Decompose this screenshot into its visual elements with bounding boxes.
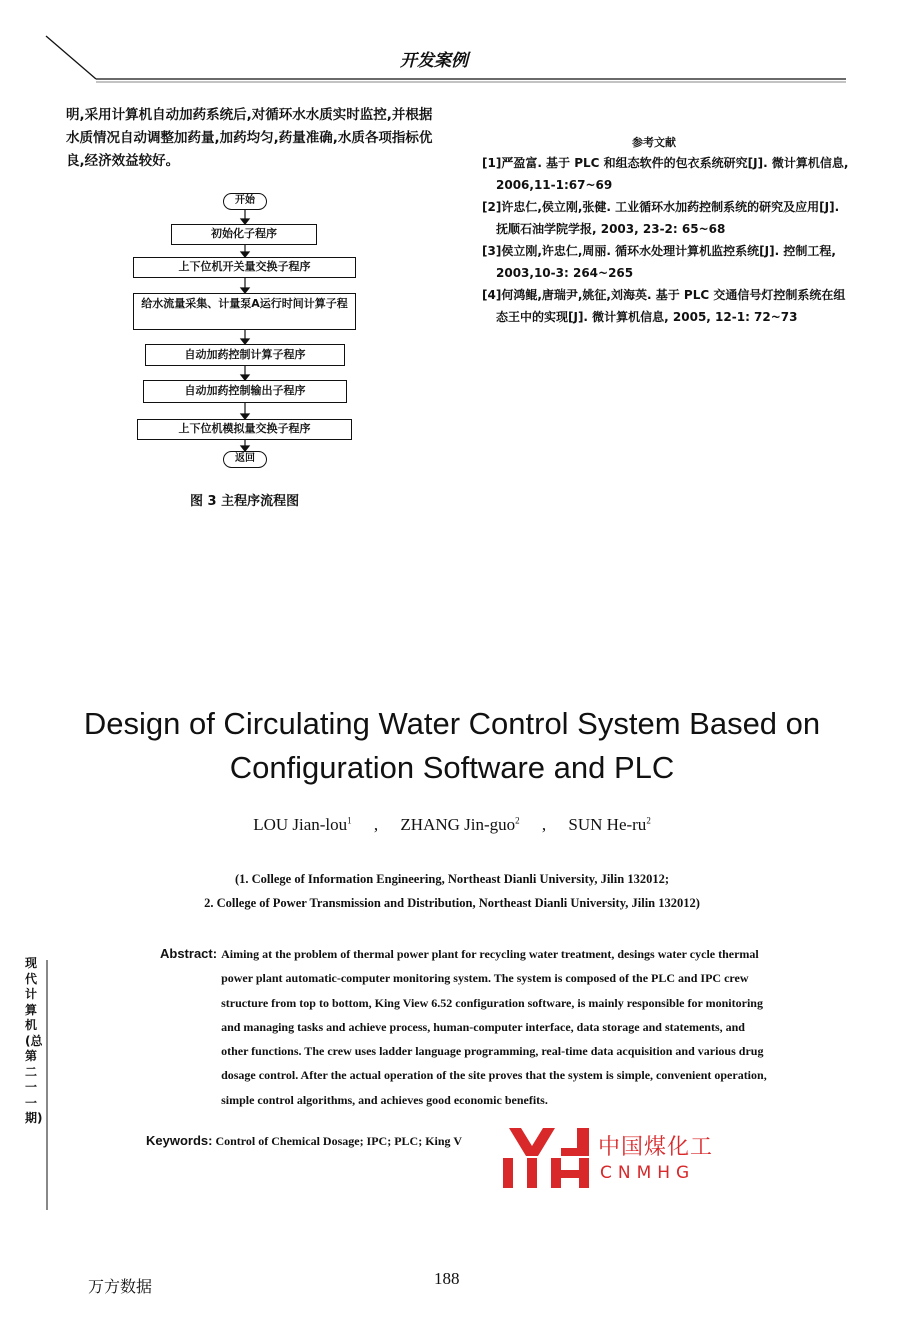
flowchart-step-dosing-calc: 自动加药控制计算子程序: [145, 344, 345, 366]
flowchart-step-init: 初始化子程序: [171, 224, 317, 245]
affiliation-2: 2. College of Power Transmission and Distribution, Northeast Dianli University, Jilin 132012): [204, 896, 700, 910]
author-name: ZHANG Jin-guo: [400, 815, 516, 834]
flowchart-step-switch-exchange: 上下位机开关量交换子程序: [133, 257, 356, 278]
side-journal-label: 现代计算机(总第二一一期): [25, 956, 43, 1125]
page-number: 188: [434, 1269, 460, 1288]
reference-item: [4]何鸿鲲,唐瑞尹,姚征,刘海英. 基于 PLC 交通信号灯控制系统在组态王中的实现[J]. 微计算机信息, 2005, 12-1: 72~73: [482, 288, 846, 324]
footer-source: 万方数据: [88, 1277, 153, 1296]
watermark-logo-mark: [503, 1128, 595, 1188]
reference-item: [3]侯立刚,许忠仁,周丽. 循环水处理计算机监控系统[J]. 控制工程, 2003,10-3: 264~265: [482, 244, 836, 280]
author-name: LOU Jian-lou: [253, 815, 348, 834]
side-rule: [46, 960, 50, 1210]
author-affiliation-mark: 2: [515, 815, 520, 826]
flowchart-step-flow-acquisition: 给水流量采集、计量泵A运行时间计算子程: [133, 293, 356, 330]
keywords-label: Keywords:: [146, 1133, 213, 1148]
keywords-text: Control of Chemical Dosage; IPC; PLC; King V: [215, 1134, 463, 1148]
keywords: [146, 1133, 462, 1149]
watermark-name-en: CNMHG: [600, 1163, 696, 1183]
author-affiliation-mark: 2: [646, 815, 651, 826]
author-affiliation-mark: 1: [347, 815, 352, 826]
abstract-label: Abstract:: [160, 946, 218, 961]
reference-item: [1]严盈富. 基于 PLC 和组态软件的包衣系统研究[J]. 微计算机信息, 2006,11-1:67~69: [482, 156, 849, 192]
flowchart-step-dosing-output: 自动加药控制输出子程序: [143, 380, 347, 403]
author-name: SUN He-ru: [568, 815, 647, 834]
flowchart-start-node: 开始: [223, 193, 267, 210]
english-title-line2: Configuration Software and PLC: [229, 750, 675, 785]
author-list: LOU Jian-lou$^1$ , ZHANG Jin-guo$^2$ , SUN $He-ru^2$: [253, 815, 651, 834]
references-list: [482, 152, 852, 328]
abstract: [160, 942, 770, 1112]
watermark-name-cn: 中国煤化工: [598, 1135, 714, 1160]
flowchart-step-analog-exchange: 上下位机模拟量交换子程序: [137, 419, 352, 440]
figure-caption: 图 3 主程序流程图: [190, 494, 300, 509]
references-title: 参考文献: [632, 136, 676, 149]
section-header-title: 开发案例: [400, 51, 468, 71]
english-title: [40, 702, 864, 790]
affiliation-1: (1. College of Information Engineering, Northeast Dianli University, Jilin 132012;: [234, 872, 669, 886]
body-paragraph: 明,采用计算机自动加药系统后,对循环水水质实时监控,并根据水质情况自动调整加药量,加药均匀,药量准确,水质各项指标优良,经济效益较好。: [66, 107, 433, 169]
english-title-line1: Design of Circulating Water Control System Based on: [83, 706, 821, 741]
flowchart-end-node: 返回: [223, 451, 267, 468]
abstract-text: Aiming at the problem of thermal power plant for recycling water treatment, desings water cycle thermal power plant automatic-computer monitoring system. The system is composed of the PLC and IPC crew structure from top to bottom, King View 6.52 configuration software, is mainly responsible for monitoring and managing tasks and achieve process, human-computer interface, data storage and statements, and other functions. The crew uses ladder language programming, real-time data acquisition and various drug dosage control. After the actual operation of the site proves that the system is simple, convenient operation, simple control algorithms, and achieves good economic benefits.: [221, 947, 767, 1107]
reference-item: [2]许忠仁,侯立刚,张健. 工业循环水加药控制系统的研究及应用[J]. 抚顺石油学院学报, 2003, 23-2: 65~68: [482, 200, 840, 236]
